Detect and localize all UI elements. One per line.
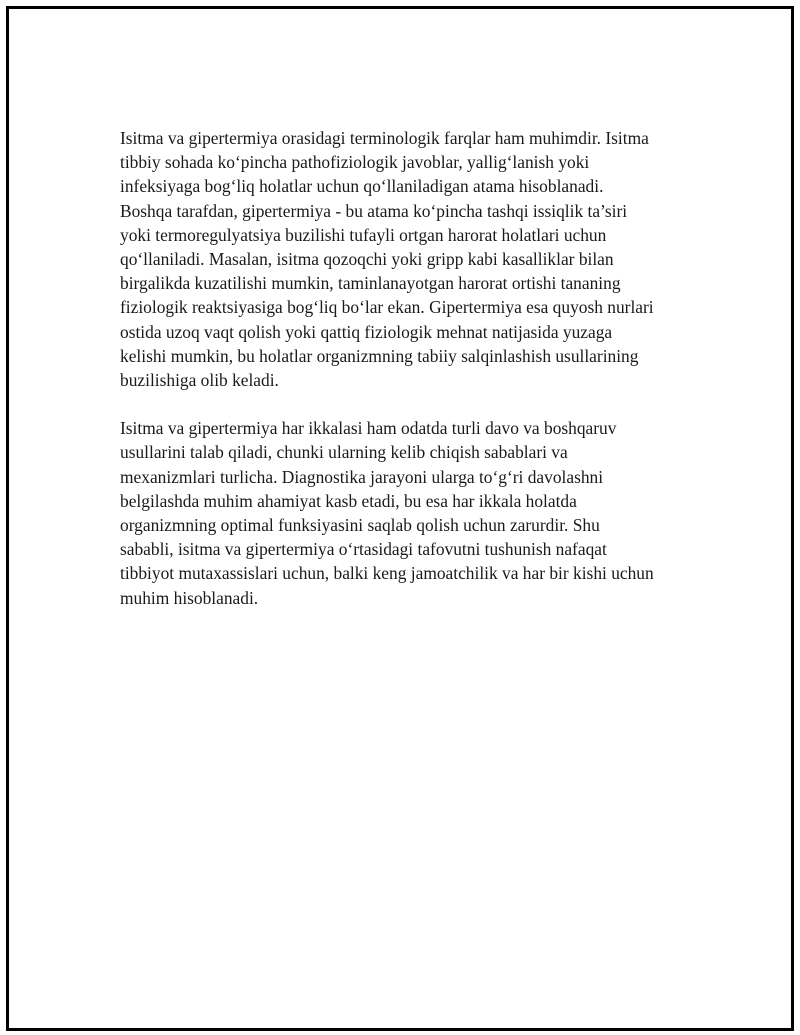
text-line: muhim hisoblanadi. [120,587,259,608]
text-line: kelishi mumkin, bu holatlar organizmning tabiiy salqinlashish usullarining [120,345,639,366]
text-line: qo‘llaniladi. Masalan, isitma qozoqchi yoki gripp kabi kasalliklar bilan [120,249,614,270]
text-line: ostida uzoq vaqt qolish yoki qattiq fiziologik mehnat natijasida yuzaga [120,321,613,342]
text-line: Isitma va gipertermiya har ikkalasi ham odatda turli davo va boshqaruv [120,418,617,439]
text-line: yoki termoregulyatsiya buzilishi tufayli ortgan harorat holatlari uchun [120,224,607,245]
text-line: Isitma va gipertermiya orasidagi terminologik farqlar ham muhimdir. Isitma [120,128,649,148]
text-line: fiziologik reaktsiyasiga bog‘liq bo‘lar ekan. Gipertermiya esa quyosh nurlari [120,297,654,318]
paragraph-2 [120,416,705,610]
text-line: tibbiyot mutaxassislari uchun, balki keng jamoatchilik va har bir kishi uchun [120,563,654,584]
text-line: birgalikda kuzatilishi mumkin, taminlanayotgan harorat ortishi tananing [120,273,621,294]
text-line: organizmning optimal funksiyasini saqlab qolish uchun zarurdir. Shu [120,515,600,536]
text-line: mexanizmlari turlicha. Diagnostika jarayoni ularga to‘g‘ri davolashni [120,466,604,487]
text-line: sababli, isitma va gipertermiya o‘rtasidagi tafovutni tushunish nafaqat [120,539,607,560]
document-body [120,126,705,610]
text-line: belgilashda muhim ahamiyat kasb etadi, bu esa har ikkala holatda [120,490,577,511]
text-line: buzilishiga olib keladi. [120,370,279,391]
text-line: infeksiyaga bog‘liq holatlar uchun qo‘llaniladigan atama hisoblanadi. [120,176,604,197]
text-line: usullarini talab qiladi, chunki ularning kelib chiqish sabablari va [120,442,568,463]
text-line: Boshqa tarafdan, gipertermiya - bu atama ko‘pincha tashqi issiqlik ta’siri [120,200,628,221]
page-frame [6,6,794,1031]
paragraph-1 [120,126,705,392]
text-line: tibbiy sohada ko‘pincha pathofiziologik javoblar, yallig‘lanish yoki [120,152,590,173]
